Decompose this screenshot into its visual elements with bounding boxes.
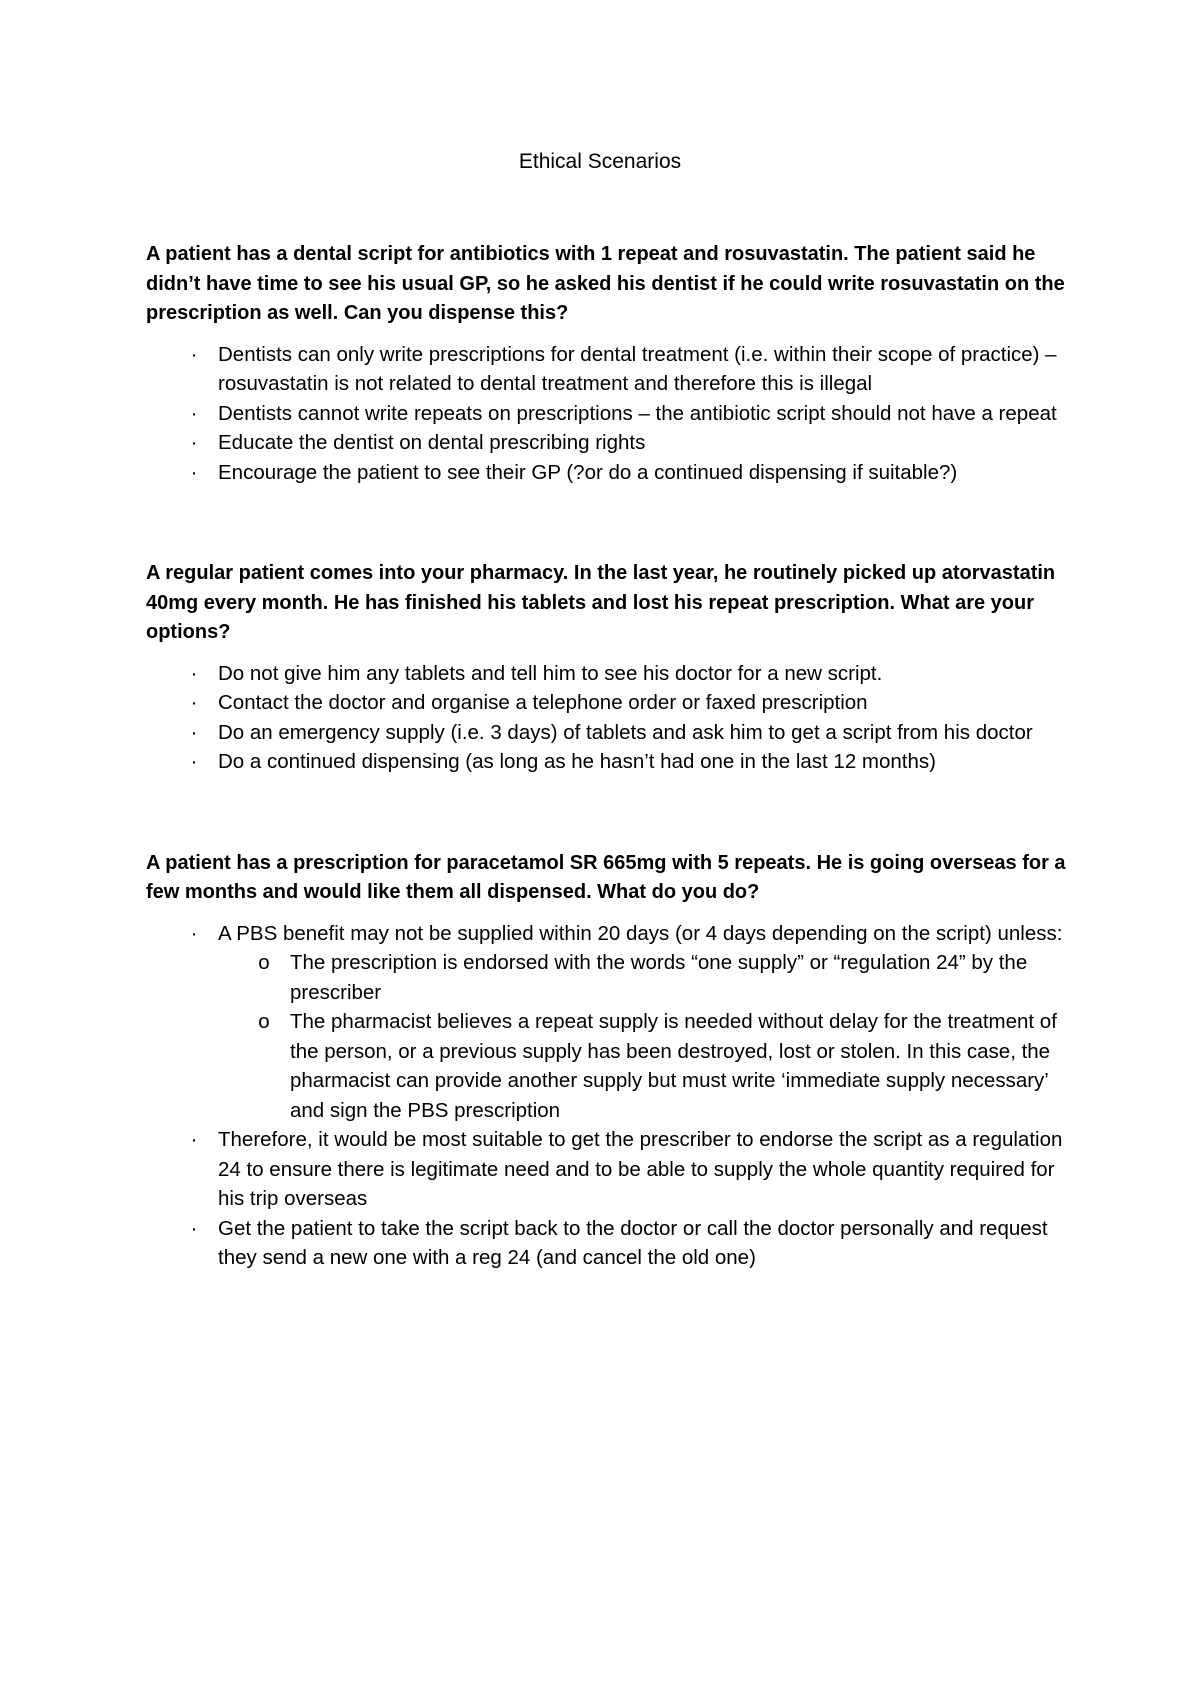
list-item-text: A PBS benefit may not be supplied within 20 days (or 4 days depending on the script) unless: <box>218 921 1063 945</box>
list-item-text: Do an emergency supply (i.e. 3 days) of tablets and ask him to get a script from his doctor <box>218 720 1033 744</box>
answer-list <box>146 659 1066 777</box>
list-item-text: Contact the doctor and organise a telephone order or faxed prescription <box>218 691 868 714</box>
list-item-text: Do not give him any tablets and tell him to see his doctor for a new script. <box>218 661 883 685</box>
list-item-text: Dentists cannot write repeats on prescriptions – the antibiotic script should not have a repeat <box>218 401 1057 425</box>
list-item-text: Do a continued dispensing (as long as he hasn’t had one in the last 12 months) <box>218 750 936 773</box>
bullet-icon: · <box>190 1128 198 1151</box>
list-item-text: Educate the dentist on dental prescribing rights <box>218 431 646 454</box>
list-item <box>190 718 1066 748</box>
scenario-lost-repeat <box>146 559 1066 777</box>
list-item <box>190 747 1066 777</box>
list-item <box>190 458 1066 488</box>
bullet-icon: · <box>190 460 198 484</box>
answer-list <box>146 340 1066 488</box>
circle-bullet-icon: o <box>258 1010 270 1033</box>
sub-list-item-text: The pharmacist believes a repeat supply is needed without delay for the treatment of the person, or a previous supply has been destroyed, lost or stolen. In this case, the pharmacist can provide another supply but must write ‘immediate supply necessary’ and sign the PBS prescription <box>290 1010 1057 1122</box>
scenario-dental-script <box>146 240 1066 487</box>
list-item <box>190 1214 1066 1273</box>
bullet-icon: · <box>190 720 198 744</box>
list-item-text: Encourage the patient to see their GP (?or do a continued dispensing if suitable?) <box>218 460 958 484</box>
scenario-overseas-supply <box>146 849 1066 1273</box>
document-body <box>146 240 1066 1273</box>
list-item <box>190 919 1066 1126</box>
scenario-question: A regular patient comes into your pharmacy. In the last year, he routinely picked up atorvastatin 40mg every month. He has finished his tablets and lost his repeat prescription. What are your options? <box>146 562 1056 643</box>
bullet-icon: · <box>190 1216 198 1240</box>
list-item-text: Therefore, it would be most suitable to get the prescriber to endorse the script as a regulation 24 to ensure there is legitimate need and to be able to supply the whole quantity required for his trip overseas <box>218 1128 1063 1210</box>
bullet-icon: · <box>190 401 198 425</box>
list-item <box>190 1125 1066 1214</box>
sub-list-item <box>258 1007 1066 1125</box>
sub-list-item <box>258 948 1066 1007</box>
bullet-icon: · <box>190 921 198 945</box>
list-item <box>190 399 1066 429</box>
sub-list <box>218 948 1066 1125</box>
list-item <box>190 340 1066 399</box>
sub-list-item-text: The prescription is endorsed with the words “one supply” or “regulation 24” by the prescriber <box>290 951 1028 1004</box>
list-item <box>190 428 1066 458</box>
bullet-icon: · <box>190 691 198 714</box>
bullet-icon: · <box>190 750 198 773</box>
bullet-icon: · <box>190 661 198 685</box>
scenario-question: A patient has a dental script for antibiotics with 1 repeat and rosuvastatin. The patient said he didn’t have time to see his usual GP, so he asked his dentist if he could write rosuvastatin on the prescription as well. Can you dispense this? <box>146 243 1065 324</box>
list-item <box>190 688 1066 718</box>
bullet-icon: · <box>190 431 198 454</box>
list-item <box>190 659 1066 689</box>
document-title: Ethical Scenarios <box>518 150 682 173</box>
scenario-question: A patient has a prescription for paracetamol SR 665mg with 5 repeats. He is going overseas for a few months and would like them all dispensed. What do you do? <box>146 851 1066 903</box>
circle-bullet-icon: o <box>258 951 270 974</box>
bullet-icon: · <box>190 342 198 366</box>
list-item-text: Get the patient to take the script back to the doctor or call the doctor personally and request they send a new one with a reg 24 (and cancel the old one) <box>218 1216 1048 1269</box>
list-item-text: Dentists can only write prescriptions for dental treatment (i.e. within their scope of practice) – rosuvastatin is not related to dental treatment and therefore this is illegal <box>218 342 1057 395</box>
answer-list <box>146 919 1066 1273</box>
